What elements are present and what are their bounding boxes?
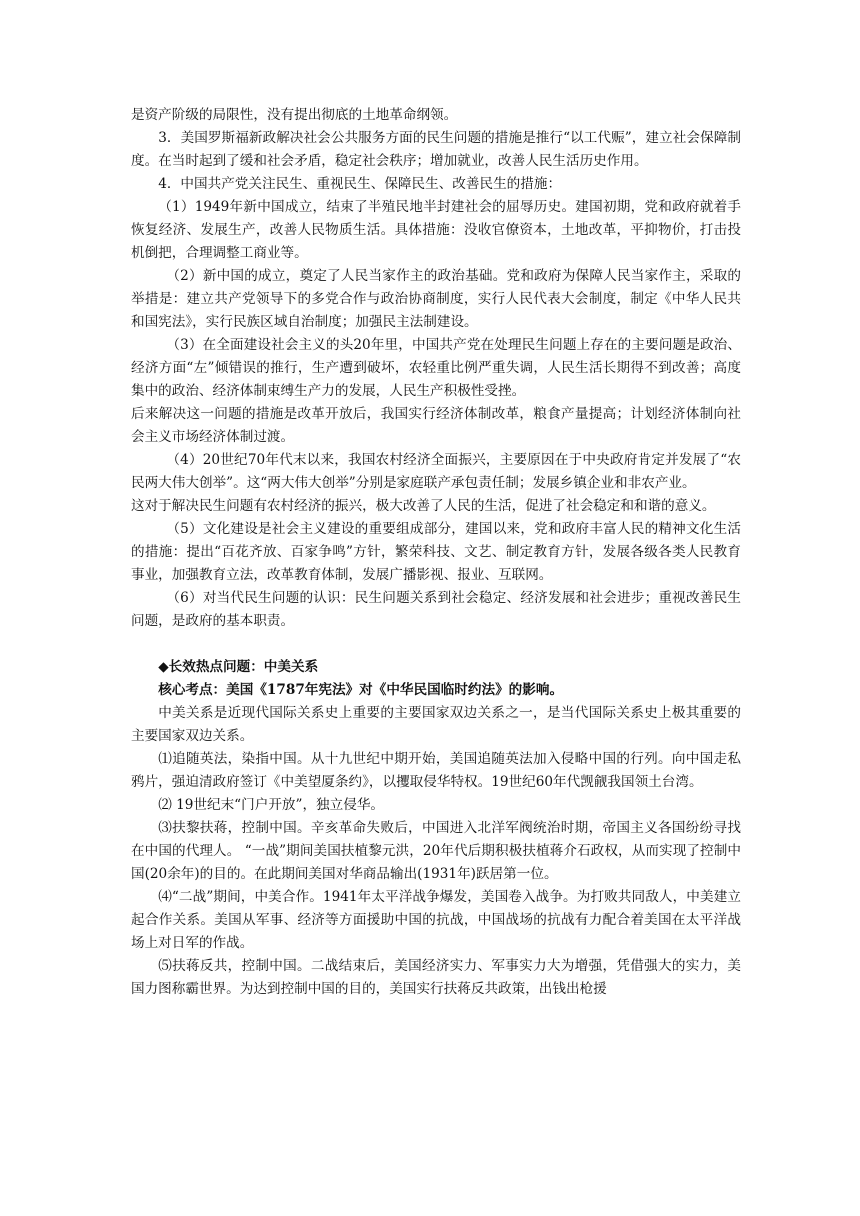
paragraph-point-2: ⑵ 19世纪末“门户开放”，独立侵华。 (158, 797, 385, 813)
paragraph-sub-6: （6）对当代民生问题的认识：民生问题关系到社会稳定、经济发展和社会进步；重视改善民生问题，是政府的基本职责。 (131, 590, 741, 629)
paragraph-point-3: ⑶扶黎扶蒋，控制中国。辛亥革命失败后，中国进入北洋军阀统治时期，帝国主义各国纷纷寻找在中国的代理人。 “一战”期间美国扶植黎元洪，20年代后期积极扶植蒋介石政权，从而实现了控制中国(20余年)的目的。在此期间美国对华商品输出(1931年)跃居第一位。 (131, 820, 741, 882)
paragraph-point-5: ⑸扶蒋反共，控制中国。二战结束后，美国经济实力、军事实力大为增强，凭借强大的实力，美国力图称霸世界。为达到控制中国的目的，美国实行扶蒋反共政策，出钱出枪援 (131, 958, 741, 997)
paragraph-sub-4-followup: 这对于解决民生问题有农村经济的振兴，极大改善了人民的生活，促进了社会稳定和和谐的意义。 (131, 498, 716, 514)
core-exam-point: 核心考点：美国《1787年宪法》对《中华民国临时约法》的影响。 (158, 682, 564, 698)
paragraph-sub-3-followup: 后来解决这一问题的措施是改革开放后，我国实行经济体制改革，粮食产量提高；计划经济体制向社会主义市场经济体制过渡。 (131, 406, 741, 445)
paragraph-point-1: ⑴追随英法，染指中国。从十九世纪中期开始，美国追随英法加入侵略中国的行列。向中国走私鸦片，强迫清政府签订《中美望厦条约》，以攫取侵华特权。19世纪60年代觊觎我国领土台湾。 (131, 751, 741, 790)
paragraph-point-4: ⑷“二战”期间，中美合作。1941年太平洋战争爆发，美国卷入战争。为打败共同敌人，中美建立起合作关系。美国从军事、经济等方面援助中国的抗战，中国战场的抗战有力配合着美国在太平洋战场上对日军的作战。 (131, 889, 741, 951)
document-page (131, 104, 741, 1001)
paragraph-continuation: 是资产阶级的局限性，没有提出彻底的土地革命纲领。 (131, 107, 458, 123)
paragraph-item-4: 4．中国共产党关注民生、重视民生、保障民生、改善民生的措施： (158, 176, 562, 192)
paragraph-item-3: 3．美国罗斯福新政解决社会公共服务方面的民生问题的措施是推行“以工代赈”，建立社会保障制度。在当时起到了缓和社会矛盾，稳定社会秩序；增加就业，改善人民生活历史作用。 (131, 130, 741, 169)
paragraph-sub-5: （5）文化建设是社会主义建设的重要组成部分，建国以来，党和政府丰富人民的精神文化生活的措施：提出“百花齐放、百家争鸣”方针，繁荣科技、文艺、制定教育方针，发展各级各类人民教育事业，加强教育立法，改革教育体制，发展广播影视、报业、互联网。 (131, 521, 741, 583)
paragraph-intro: 中美关系是近现代国际关系史上重要的主要国家双边关系之一，是当代国际关系史上极其重要的主要国家双边关系。 (131, 705, 741, 744)
section-heading: ◆长效热点问题：中美关系 (158, 659, 319, 675)
paragraph-sub-1: （1）1949年新中国成立，结束了半殖民地半封建社会的屈辱历史。建国初期，党和政府就着手恢复经济、发展生产，改善人民物质生活。具体措施：没收官僚资本，土地改革，平抑物价，打击投机倒把，合理调整工商业等。 (131, 199, 741, 261)
paragraph-sub-2: （2）新中国的成立，奠定了人民当家作主的政治基础。党和政府为保障人民当家作主，采取的举措是：建立共产党领导下的多党合作与政治协商制度，实行人民代表大会制度，制定《中华人民共和国宪法》，实行民族区域自治制度；加强民主法制建设。 (131, 268, 741, 330)
section-gap (131, 633, 741, 656)
paragraph-sub-3: （3）在全面建设社会主义的头20年里，中国共产党在处理民生问题上存在的主要问题是政治、经济方面“左”倾错误的推行，生产遭到破坏，农轻重比例严重失调，人民生活长期得不到改善；高度集中的政治、经济体制束缚生产力的发展，人民生产积极性受挫。 (131, 337, 741, 399)
paragraph-sub-4: （4）20世纪70年代末以来，我国农村经济全面振兴，主要原因在于中央政府肯定并发展了“农民两大伟大创举”。这“两大伟大创举”分别是家庭联产承包责任制；发展乡镇企业和非农产业。 (131, 452, 741, 491)
